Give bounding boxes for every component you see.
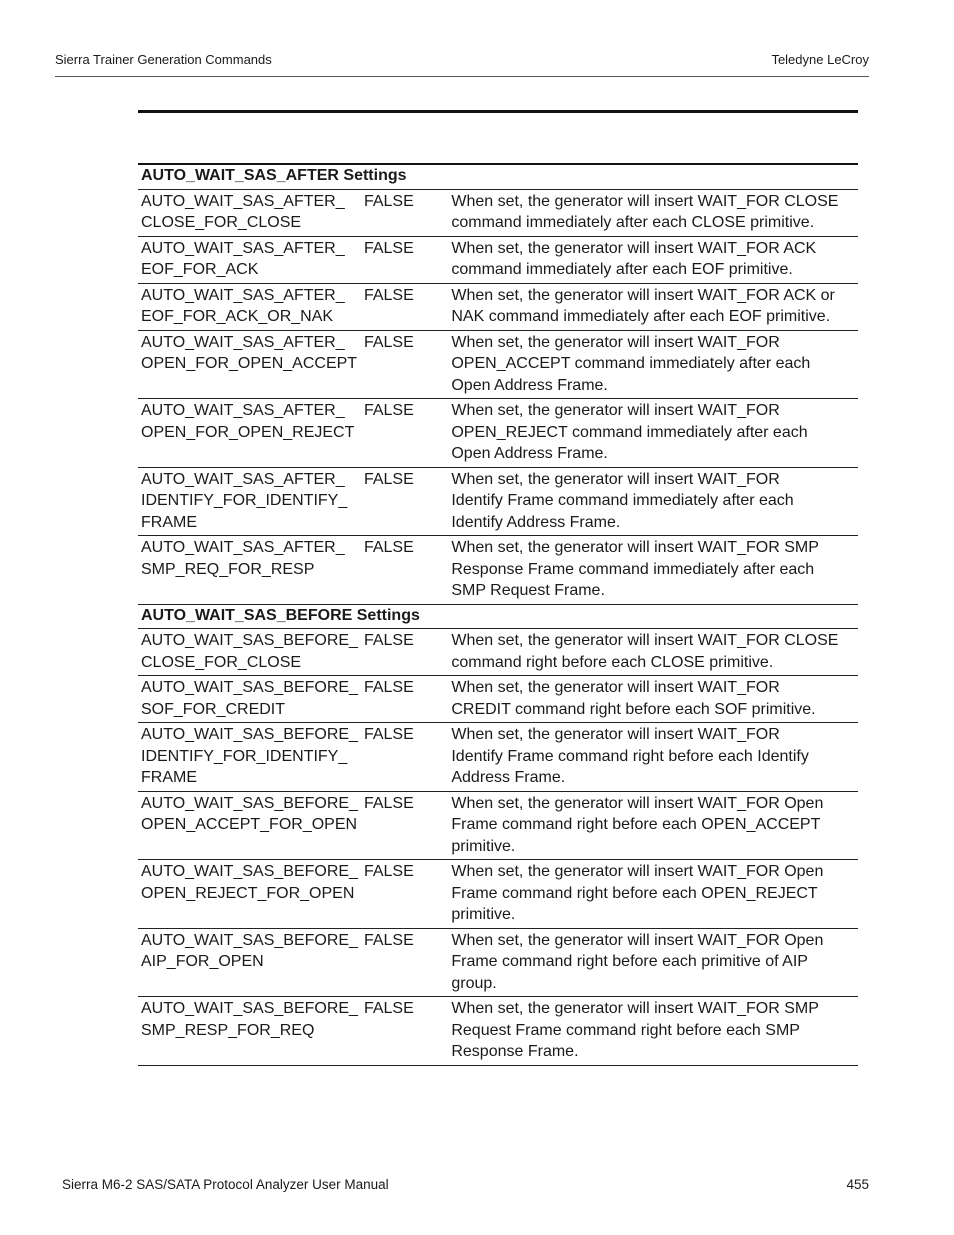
setting-name-line: OPEN_FOR_OPEN_ACCEPT bbox=[141, 355, 358, 372]
setting-name-line: AUTO_WAIT_SAS_BEFORE_ bbox=[141, 726, 358, 743]
setting-description bbox=[448, 283, 858, 330]
setting-description bbox=[448, 399, 858, 468]
setting-name bbox=[138, 467, 361, 536]
setting-default-value: FALSE bbox=[361, 399, 448, 468]
setting-description bbox=[448, 467, 858, 536]
setting-default-value: FALSE bbox=[361, 330, 448, 399]
setting-description-line: When set, the generator will insert WAIT_FOR Open bbox=[451, 794, 824, 812]
setting-name-line: OPEN_ACCEPT_FOR_OPEN bbox=[141, 816, 358, 833]
setting-default-value: FALSE bbox=[361, 791, 448, 860]
setting-default-value: FALSE bbox=[361, 676, 448, 723]
setting-default-value: FALSE bbox=[361, 860, 448, 929]
page-number: 455 bbox=[846, 1177, 869, 1192]
setting-description bbox=[448, 330, 858, 399]
setting-description bbox=[448, 997, 858, 1066]
setting-name bbox=[138, 676, 361, 723]
setting-default-value: FALSE bbox=[361, 723, 448, 792]
setting-default-value: FALSE bbox=[361, 928, 448, 997]
setting-description bbox=[448, 189, 858, 236]
setting-description-line: command immediately after each CLOSE primitive. bbox=[451, 214, 815, 231]
setting-name bbox=[138, 189, 361, 236]
setting-description-line: Response Frame. bbox=[451, 1043, 579, 1060]
setting-row bbox=[138, 928, 858, 997]
setting-description-line: When set, the generator will insert WAIT_FOR Open bbox=[451, 863, 824, 880]
setting-description-line: SMP Request Frame. bbox=[451, 582, 605, 599]
setting-description-line: Open Address Frame. bbox=[451, 445, 608, 462]
setting-name-line: CLOSE_FOR_CLOSE bbox=[141, 653, 302, 671]
setting-default-value: FALSE bbox=[361, 536, 448, 605]
setting-name-line: AUTO_WAIT_SAS_AFTER_ bbox=[141, 192, 345, 210]
setting-description-line: When set, the generator will insert WAIT_FOR ACK bbox=[451, 239, 817, 257]
setting-name-line: CLOSE_FOR_CLOSE bbox=[141, 214, 302, 231]
setting-description-line: primitive. bbox=[451, 906, 516, 923]
setting-description-line: When set, the generator will insert WAIT_FOR ACK or bbox=[451, 286, 835, 304]
section-rule bbox=[138, 110, 858, 113]
setting-description-line: command immediately after each EOF primitive. bbox=[451, 261, 793, 278]
header-company: Teledyne LeCroy bbox=[771, 52, 869, 67]
setting-name bbox=[138, 536, 361, 605]
setting-name bbox=[138, 399, 361, 468]
setting-name-line: EOF_FOR_ACK_OR_NAK bbox=[141, 308, 334, 325]
setting-name-line: AUTO_WAIT_SAS_AFTER_ bbox=[141, 539, 345, 556]
setting-row bbox=[138, 283, 858, 330]
setting-name bbox=[138, 997, 361, 1066]
setting-description bbox=[448, 676, 858, 723]
setting-description-line: NAK command immediately after each EOF primitive. bbox=[451, 308, 831, 325]
setting-default-value: FALSE bbox=[361, 997, 448, 1066]
setting-description-line: When set, the generator will insert WAIT_FOR CLOSE bbox=[451, 192, 839, 210]
section-title: AUTO_WAIT_SAS_AFTER Settings bbox=[141, 167, 407, 184]
setting-row bbox=[138, 723, 858, 792]
setting-description-line: Identify Frame command right before each Identify bbox=[451, 747, 809, 765]
setting-description-line: OPEN_ACCEPT command immediately after each bbox=[451, 355, 811, 372]
setting-row bbox=[138, 189, 858, 236]
setting-name bbox=[138, 928, 361, 997]
setting-name-line: AUTO_WAIT_SAS_AFTER_ bbox=[141, 402, 345, 419]
setting-description bbox=[448, 723, 858, 792]
setting-default-value: FALSE bbox=[361, 283, 448, 330]
settings-table bbox=[138, 163, 858, 1066]
setting-description-line: Frame command right before each primitive of AIP bbox=[451, 953, 808, 970]
section-header-row bbox=[138, 604, 858, 629]
setting-description bbox=[448, 236, 858, 283]
setting-description bbox=[448, 629, 858, 676]
setting-description-line: When set, the generator will insert WAIT_FOR SMP bbox=[451, 1000, 819, 1017]
page-header bbox=[55, 52, 869, 77]
setting-description-line: When set, the generator will insert WAIT_FOR SMP bbox=[451, 539, 819, 556]
setting-row bbox=[138, 330, 858, 399]
setting-name bbox=[138, 791, 361, 860]
setting-name-line: IDENTIFY_FOR_IDENTIFY_ bbox=[141, 492, 348, 509]
setting-description-line: OPEN_REJECT command immediately after each bbox=[451, 423, 808, 441]
setting-name bbox=[138, 629, 361, 676]
setting-name-line: AUTO_WAIT_SAS_BEFORE_ bbox=[141, 679, 358, 696]
setting-description bbox=[448, 536, 858, 605]
setting-description-line: When set, the generator will insert WAIT_FOR bbox=[451, 333, 780, 351]
setting-name-line: AUTO_WAIT_SAS_BEFORE_ bbox=[141, 931, 358, 949]
setting-default-value: FALSE bbox=[361, 629, 448, 676]
setting-name-line: AUTO_WAIT_SAS_BEFORE_ bbox=[141, 794, 358, 812]
setting-description-line: When set, the generator will insert WAIT_FOR bbox=[451, 679, 780, 696]
section-header-row bbox=[138, 164, 858, 189]
setting-description bbox=[448, 860, 858, 929]
setting-name bbox=[138, 860, 361, 929]
setting-row bbox=[138, 399, 858, 468]
setting-description-line: command right before each CLOSE primitive. bbox=[451, 653, 774, 671]
setting-description-line: Frame command right before each OPEN_ACCEPT bbox=[451, 816, 821, 833]
setting-description-line: CREDIT command right before each SOF primitive. bbox=[451, 700, 816, 718]
setting-name-line: FRAME bbox=[141, 513, 197, 531]
setting-name-line: AUTO_WAIT_SAS_AFTER_ bbox=[141, 333, 345, 351]
setting-row bbox=[138, 860, 858, 929]
setting-description-line: When set, the generator will insert WAIT_FOR bbox=[451, 470, 780, 488]
setting-name-line: SOF_FOR_CREDIT bbox=[141, 700, 286, 718]
setting-description-line: group. bbox=[451, 974, 497, 992]
setting-description-line: When set, the generator will insert WAIT_FOR Open bbox=[451, 931, 824, 949]
setting-name-line: SMP_REQ_FOR_RESP bbox=[141, 560, 315, 578]
setting-description-line: When set, the generator will insert WAIT_FOR bbox=[451, 402, 780, 419]
setting-name-line: AUTO_WAIT_SAS_AFTER_ bbox=[141, 286, 345, 304]
setting-name-line: AUTO_WAIT_SAS_BEFORE_ bbox=[141, 1000, 358, 1017]
setting-row bbox=[138, 629, 858, 676]
setting-name-line: FRAME bbox=[141, 769, 197, 786]
setting-default-value: FALSE bbox=[361, 236, 448, 283]
setting-default-value: FALSE bbox=[361, 467, 448, 536]
setting-description-line: Response Frame command immediately after each bbox=[451, 560, 815, 578]
setting-description-line: Address Frame. bbox=[451, 769, 566, 786]
setting-description-line: Frame command right before each OPEN_REJECT bbox=[451, 884, 818, 902]
setting-row bbox=[138, 467, 858, 536]
setting-name-line: AUTO_WAIT_SAS_BEFORE_ bbox=[141, 863, 358, 880]
setting-description-line: Open Address Frame. bbox=[451, 376, 608, 394]
setting-description-line: Request Frame command right before each SMP bbox=[451, 1021, 800, 1039]
setting-row bbox=[138, 791, 858, 860]
setting-row bbox=[138, 536, 858, 605]
setting-row bbox=[138, 676, 858, 723]
setting-name-line: OPEN_FOR_OPEN_REJECT bbox=[141, 423, 355, 441]
setting-description-line: Identify Frame command immediately after each bbox=[451, 492, 794, 509]
setting-name-line: AIP_FOR_OPEN bbox=[141, 953, 264, 970]
setting-name-line: SMP_RESP_FOR_REQ bbox=[141, 1021, 315, 1039]
setting-name-line: AUTO_WAIT_SAS_BEFORE_ bbox=[141, 632, 358, 649]
setting-name-line: AUTO_WAIT_SAS_AFTER_ bbox=[141, 239, 345, 257]
setting-name-line: EOF_FOR_ACK bbox=[141, 261, 259, 278]
setting-name bbox=[138, 723, 361, 792]
section-title: AUTO_WAIT_SAS_BEFORE Settings bbox=[138, 604, 858, 629]
setting-description-line: When set, the generator will insert WAIT_FOR bbox=[451, 726, 780, 743]
setting-name-line: IDENTIFY_FOR_IDENTIFY_ bbox=[141, 747, 348, 765]
setting-name bbox=[138, 283, 361, 330]
setting-row bbox=[138, 236, 858, 283]
setting-description bbox=[448, 928, 858, 997]
footer-manual-title: Sierra M6-2 SAS/SATA Protocol Analyzer User Manual bbox=[62, 1177, 389, 1192]
setting-name bbox=[138, 330, 361, 399]
setting-default-value: FALSE bbox=[361, 189, 448, 236]
setting-description-line: When set, the generator will insert WAIT_FOR CLOSE bbox=[451, 632, 839, 649]
setting-name-line: AUTO_WAIT_SAS_AFTER_ bbox=[141, 470, 345, 488]
setting-row bbox=[138, 997, 858, 1066]
setting-name bbox=[138, 236, 361, 283]
header-section-title: Sierra Trainer Generation Commands bbox=[55, 52, 272, 67]
setting-description-line: Identify Address Frame. bbox=[451, 513, 621, 531]
setting-description bbox=[448, 791, 858, 860]
setting-description-line: primitive. bbox=[451, 837, 516, 855]
setting-name-line: OPEN_REJECT_FOR_OPEN bbox=[141, 884, 355, 902]
